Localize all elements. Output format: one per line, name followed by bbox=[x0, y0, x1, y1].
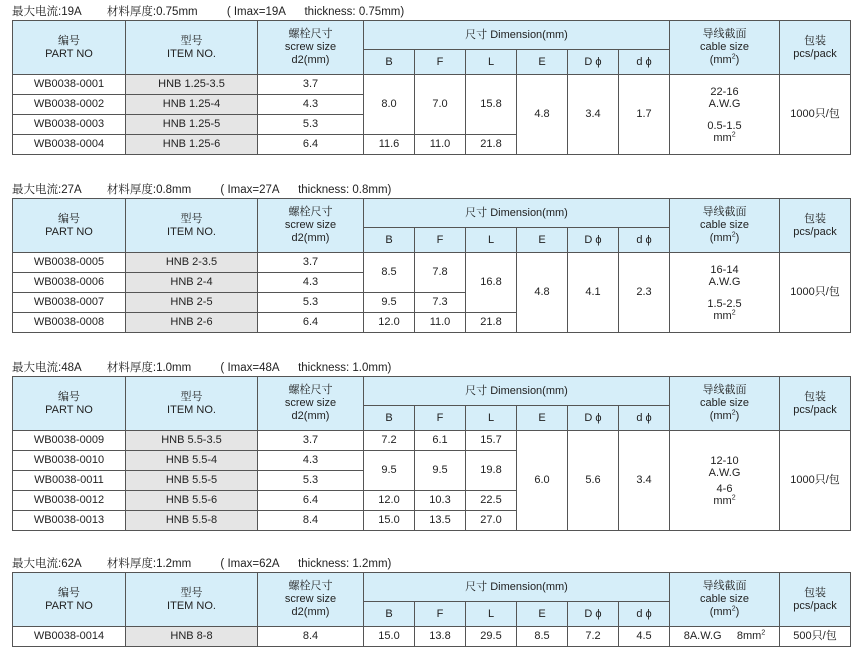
dim-f: 9.5 bbox=[415, 451, 466, 491]
dim-big-d: 3.4 bbox=[568, 75, 619, 155]
dim-small-d: 4.5 bbox=[619, 627, 670, 647]
dim-e-header: E bbox=[517, 228, 568, 253]
item-no: HNB 2-5 bbox=[126, 293, 258, 313]
dim-big-d: 7.2 bbox=[568, 627, 619, 647]
pack-header: 包装 pcs/pack bbox=[780, 573, 851, 627]
screw-size: 5.3 bbox=[258, 115, 364, 135]
dim-small-d-header: d ϕ bbox=[619, 228, 670, 253]
section-27a bbox=[12, 182, 850, 333]
dim-l-header: L bbox=[466, 50, 517, 75]
pack-qty: 500只/包 bbox=[780, 627, 851, 647]
part-no: WB0038-0008 bbox=[13, 313, 126, 333]
item-no-header: 型号 ITEM NO. bbox=[126, 199, 258, 253]
dim-f: 10.3 bbox=[415, 491, 466, 511]
dimension-header: 尺寸 Dimension(mm) bbox=[364, 573, 670, 602]
screw-size: 3.7 bbox=[258, 75, 364, 95]
screw-size: 8.4 bbox=[258, 627, 364, 647]
part-no: WB0038-0011 bbox=[13, 471, 126, 491]
dim-f: 11.0 bbox=[415, 313, 466, 333]
dim-big-d-header: D ϕ bbox=[568, 50, 619, 75]
item-no: HNB 5.5-5 bbox=[126, 471, 258, 491]
dim-f: 7.8 bbox=[415, 253, 466, 293]
dim-b: 8.5 bbox=[364, 253, 415, 293]
pack-header: 包装 pcs/pack bbox=[780, 199, 851, 253]
cable-size: 8A.W.G $8mm^2$ bbox=[670, 627, 780, 647]
part-no: WB0038-0007 bbox=[13, 293, 126, 313]
part-no: WB0038-0003 bbox=[13, 115, 126, 135]
spec-table bbox=[12, 198, 851, 333]
item-no: HNB 1.25-3.5 bbox=[126, 75, 258, 95]
dim-small-d-header: d ϕ bbox=[619, 602, 670, 627]
table-row bbox=[13, 253, 851, 273]
item-no-header: 型号 ITEM NO. bbox=[126, 377, 258, 431]
cable-size-header: 导线截面 cable size $(mm^2)$ bbox=[670, 199, 780, 253]
part-no: WB0038-0010 bbox=[13, 451, 126, 471]
section-48a bbox=[12, 360, 850, 531]
screw-size: 5.3 bbox=[258, 293, 364, 313]
section-title bbox=[12, 182, 850, 198]
pack-header: 包装 pcs/pack bbox=[780, 377, 851, 431]
section-title bbox=[12, 360, 850, 376]
screw-size-header: 螺栓尺寸 screw size d2(mm) bbox=[258, 21, 364, 75]
item-no: HNB 2-6 bbox=[126, 313, 258, 333]
dim-f: 7.0 bbox=[415, 75, 466, 135]
dim-f: 7.3 bbox=[415, 293, 466, 313]
dim-l: 15.7 bbox=[466, 431, 517, 451]
cable-size: 22-16 A.W.G 0.5-1.5 $mm^2$ bbox=[670, 75, 780, 155]
dim-f-header: F bbox=[415, 406, 466, 431]
screw-size: 5.3 bbox=[258, 471, 364, 491]
cable-size: 12-10 A.W.G 4-6 $mm^2$ bbox=[670, 431, 780, 531]
part-no: WB0038-0006 bbox=[13, 273, 126, 293]
dim-b-header: B bbox=[364, 602, 415, 627]
item-no: HNB 8-8 bbox=[126, 627, 258, 647]
part-no-header: 编号 PART NO bbox=[13, 199, 126, 253]
screw-size: 6.4 bbox=[258, 313, 364, 333]
thickness-label: 材料厚度:0.75mm bbox=[106, 6, 198, 18]
imax-thickness-en: ( Imax=19A thickness: 0.75mm) bbox=[226, 6, 405, 18]
dim-small-d-header: d ϕ bbox=[619, 406, 670, 431]
dimension-header: 尺寸 Dimension(mm) bbox=[364, 21, 670, 50]
dim-big-d-header: D ϕ bbox=[568, 602, 619, 627]
dim-l: 16.8 bbox=[466, 253, 517, 313]
thickness-label: 材料厚度:0.8mm bbox=[106, 184, 192, 196]
screw-size: 6.4 bbox=[258, 491, 364, 511]
dim-e: 6.0 bbox=[517, 431, 568, 531]
screw-size: 4.3 bbox=[258, 451, 364, 471]
dim-f-header: F bbox=[415, 228, 466, 253]
dim-big-d: 5.6 bbox=[568, 431, 619, 531]
section-title bbox=[12, 556, 850, 572]
part-no-header: 编号 PART NO bbox=[13, 573, 126, 627]
dim-b: 8.0 bbox=[364, 75, 415, 135]
max-current-label: 最大电流:27A bbox=[12, 184, 82, 196]
imax-thickness-en: ( Imax=48A thickness: 1.0mm) bbox=[220, 362, 392, 374]
screw-size: 4.3 bbox=[258, 95, 364, 115]
part-no: WB0038-0004 bbox=[13, 135, 126, 155]
cable-size-header: 导线截面 cable size $(mm^2)$ bbox=[670, 573, 780, 627]
item-no: HNB 2-4 bbox=[126, 273, 258, 293]
dim-small-d: 3.4 bbox=[619, 431, 670, 531]
item-no: HNB 5.5-4 bbox=[126, 451, 258, 471]
dim-l-header: L bbox=[466, 406, 517, 431]
dim-big-d: 4.1 bbox=[568, 253, 619, 333]
max-current-label: 最大电流:19A bbox=[12, 6, 82, 18]
dim-f-header: F bbox=[415, 50, 466, 75]
part-no-header: 编号 PART NO bbox=[13, 377, 126, 431]
header-row bbox=[13, 573, 851, 602]
item-no: HNB 2-3.5 bbox=[126, 253, 258, 273]
table-row bbox=[13, 431, 851, 451]
screw-size: 8.4 bbox=[258, 511, 364, 531]
max-current-label: 最大电流:62A bbox=[12, 558, 82, 570]
pack-qty: 1000只/包 bbox=[780, 431, 851, 531]
header-row bbox=[13, 199, 851, 228]
dim-b: 9.5 bbox=[364, 293, 415, 313]
section-19a bbox=[12, 4, 850, 155]
imax-thickness-en: ( Imax=27A thickness: 0.8mm) bbox=[220, 184, 392, 196]
dim-l-header: L bbox=[466, 228, 517, 253]
screw-size: 6.4 bbox=[258, 135, 364, 155]
dim-big-d-header: D ϕ bbox=[568, 406, 619, 431]
dim-e-header: E bbox=[517, 602, 568, 627]
item-no: HNB 5.5-6 bbox=[126, 491, 258, 511]
dim-small-d: 1.7 bbox=[619, 75, 670, 155]
dim-b: 11.6 bbox=[364, 135, 415, 155]
screw-size-header: 螺栓尺寸 screw size d2(mm) bbox=[258, 377, 364, 431]
section-62a bbox=[12, 556, 850, 647]
dim-l: 27.0 bbox=[466, 511, 517, 531]
table-row bbox=[13, 75, 851, 95]
max-current-label: 最大电流:48A bbox=[12, 362, 82, 374]
part-no: WB0038-0009 bbox=[13, 431, 126, 451]
item-no: HNB 5.5-3.5 bbox=[126, 431, 258, 451]
dim-l: 29.5 bbox=[466, 627, 517, 647]
item-no: HNB 1.25-6 bbox=[126, 135, 258, 155]
spec-table bbox=[12, 376, 851, 531]
cable-size-header: 导线截面 cable size $(mm^2)$ bbox=[670, 21, 780, 75]
dim-l: 21.8 bbox=[466, 313, 517, 333]
pack-header: 包装 pcs/pack bbox=[780, 21, 851, 75]
dim-e: 4.8 bbox=[517, 253, 568, 333]
dimension-header: 尺寸 Dimension(mm) bbox=[364, 199, 670, 228]
cable-size-header: 导线截面 cable size $(mm^2)$ bbox=[670, 377, 780, 431]
pack-qty: 1000只/包 bbox=[780, 253, 851, 333]
dim-b: 9.5 bbox=[364, 451, 415, 491]
item-no: HNB 5.5-8 bbox=[126, 511, 258, 531]
spec-table bbox=[12, 572, 851, 647]
dim-e: 4.8 bbox=[517, 75, 568, 155]
item-no-header: 型号 ITEM NO. bbox=[126, 21, 258, 75]
dim-b: 15.0 bbox=[364, 627, 415, 647]
part-no: WB0038-0001 bbox=[13, 75, 126, 95]
dim-e-header: E bbox=[517, 50, 568, 75]
cable-size: 16-14 A.W.G 1.5-2.5 $mm^2$ bbox=[670, 253, 780, 333]
section-title bbox=[12, 4, 850, 20]
header-row bbox=[13, 21, 851, 50]
screw-size: 3.7 bbox=[258, 431, 364, 451]
dim-l: 21.8 bbox=[466, 135, 517, 155]
dim-l: 15.8 bbox=[466, 75, 517, 135]
dim-b: 15.0 bbox=[364, 511, 415, 531]
part-no: WB0038-0005 bbox=[13, 253, 126, 273]
dim-f: 13.5 bbox=[415, 511, 466, 531]
part-no: WB0038-0013 bbox=[13, 511, 126, 531]
item-no: HNB 1.25-4 bbox=[126, 95, 258, 115]
dim-b: 12.0 bbox=[364, 313, 415, 333]
screw-size-header: 螺栓尺寸 screw size d2(mm) bbox=[258, 573, 364, 627]
header-row bbox=[13, 377, 851, 406]
part-no-header: 编号 PART NO bbox=[13, 21, 126, 75]
item-no: HNB 1.25-5 bbox=[126, 115, 258, 135]
dim-f-header: F bbox=[415, 602, 466, 627]
dim-f: 11.0 bbox=[415, 135, 466, 155]
dim-l-header: L bbox=[466, 602, 517, 627]
dim-b-header: B bbox=[364, 50, 415, 75]
part-no: WB0038-0002 bbox=[13, 95, 126, 115]
dim-e-header: E bbox=[517, 406, 568, 431]
dim-f: 13.8 bbox=[415, 627, 466, 647]
table-row bbox=[13, 627, 851, 647]
thickness-label: 材料厚度:1.2mm bbox=[106, 558, 192, 570]
dimension-header: 尺寸 Dimension(mm) bbox=[364, 377, 670, 406]
dim-l: 22.5 bbox=[466, 491, 517, 511]
dim-e: 8.5 bbox=[517, 627, 568, 647]
dim-b: 12.0 bbox=[364, 491, 415, 511]
screw-size: 4.3 bbox=[258, 273, 364, 293]
part-no: WB0038-0012 bbox=[13, 491, 126, 511]
imax-thickness-en: ( Imax=62A thickness: 1.2mm) bbox=[220, 558, 392, 570]
spec-table bbox=[12, 20, 851, 155]
thickness-label: 材料厚度:1.0mm bbox=[106, 362, 192, 374]
dim-b: 7.2 bbox=[364, 431, 415, 451]
item-no-header: 型号 ITEM NO. bbox=[126, 573, 258, 627]
screw-size: 3.7 bbox=[258, 253, 364, 273]
dim-b-header: B bbox=[364, 406, 415, 431]
screw-size-header: 螺栓尺寸 screw size d2(mm) bbox=[258, 199, 364, 253]
dim-big-d-header: D ϕ bbox=[568, 228, 619, 253]
dim-small-d-header: d ϕ bbox=[619, 50, 670, 75]
dim-f: 6.1 bbox=[415, 431, 466, 451]
dim-b-header: B bbox=[364, 228, 415, 253]
dim-l: 19.8 bbox=[466, 451, 517, 491]
pack-qty: 1000只/包 bbox=[780, 75, 851, 155]
part-no: WB0038-0014 bbox=[13, 627, 126, 647]
dim-small-d: 2.3 bbox=[619, 253, 670, 333]
